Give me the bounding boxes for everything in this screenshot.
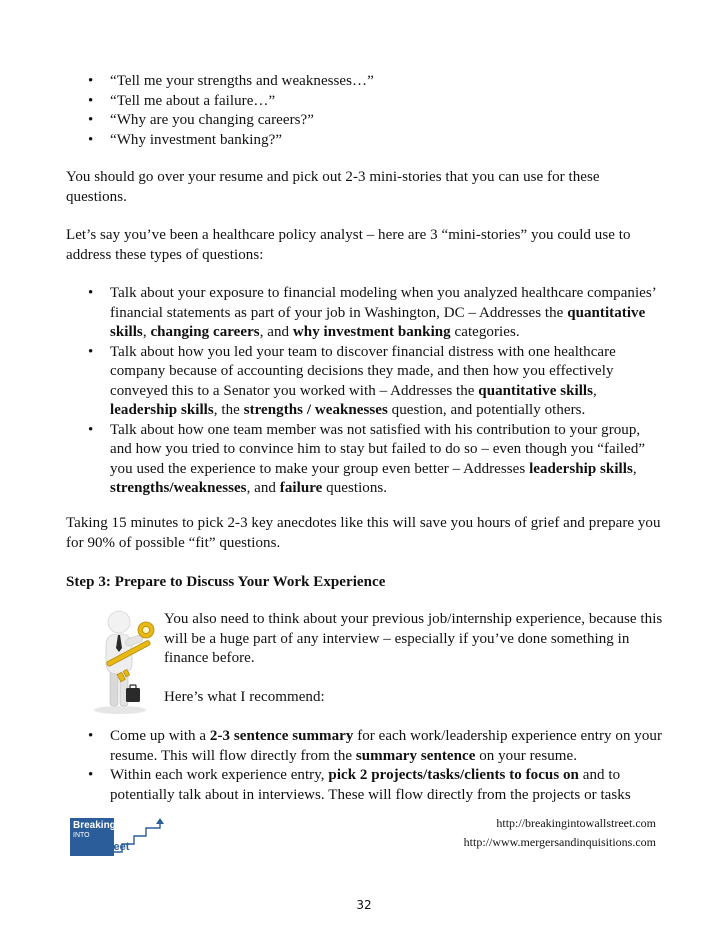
question-list xyxy=(82,72,642,150)
story-text: Talk about how you led your team to discover financial distress with one healthcare company because of accounting decisions they made, and then how you effectively conveyed this to a Senator you worked with – Addresses the xyxy=(110,343,616,399)
story-bold: leadership skills xyxy=(110,402,214,418)
story-bold: changing careers xyxy=(150,324,260,340)
businessman-key-icon xyxy=(82,604,162,716)
breaking-into-wall-street-logo xyxy=(70,818,180,856)
mini-stories-list xyxy=(82,284,664,499)
logo-text-breaking: Breaking xyxy=(73,820,116,831)
list-item xyxy=(82,766,664,805)
footer-link-mi[interactable]: http://www.mergersandinquisitions.com xyxy=(463,835,656,849)
step-heading xyxy=(66,573,666,593)
story-bold: why investment banking xyxy=(292,324,451,340)
story-text: , xyxy=(142,324,151,340)
rec-text: Within each work experience entry, xyxy=(110,767,329,783)
story-text: Talk about how one team member was not satisfied with his contribution to your group, and how you tried to convince him to stay but failed to do so – even though you “failed” you used the experience to make your group even better – Addresses xyxy=(110,421,646,477)
list-item xyxy=(82,343,664,421)
list-item: • “Why investment banking?” xyxy=(82,131,642,151)
rec-text: and to potentially talk about in interviews. These will flow directly from the projects or tasks xyxy=(110,767,631,803)
story-text: question, and potentially others. xyxy=(387,402,586,418)
story-bold: leadership skills xyxy=(529,460,633,477)
story-bold: failure xyxy=(279,480,323,496)
paragraph-recommend: Here’s what I recommend: xyxy=(164,689,325,705)
story-text: questions. xyxy=(322,480,388,496)
step-heading-text: Step 3: Prepare to Discuss Your Work Experience xyxy=(66,574,386,590)
paragraph-work-experience: You also need to think about your previous job/internship experience, because this will be a huge part of any interview – especially if you’ve done something in finance before. xyxy=(164,611,663,666)
rec-text: Come up with a xyxy=(110,728,210,744)
rec-bold: 2-3 sentence summary xyxy=(209,728,354,744)
story-bold: strengths/weaknesses xyxy=(110,480,247,496)
paragraph-anecdotes: Taking 15 minutes to pick 2-3 key anecdotes like this will save you hours of grief and prepare you for 90% of possible “fit” questions. xyxy=(66,515,661,551)
story-text: , and xyxy=(246,480,280,496)
rec-text: for each work/leadership experience entry on your resume. This will flow directly from the xyxy=(110,728,663,764)
recommendations-list xyxy=(82,727,664,805)
story-text: , and xyxy=(259,324,293,340)
story-text: , xyxy=(632,460,637,477)
rec-text: on your resume. xyxy=(475,747,578,764)
story-text: Talk about your exposure to financial modeling when you analyzed healthcare companies’ financial statements as part of your job in Washington, DC – Addresses the xyxy=(110,285,656,321)
rec-bold: pick 2 projects/tasks/clients to focus on xyxy=(328,767,579,783)
businessman-key-illustration xyxy=(82,604,162,716)
footer-links xyxy=(464,814,656,852)
footer-link-biws[interactable]: http://breakingintowallstreet.com xyxy=(496,816,656,830)
page-number: 32 xyxy=(356,898,372,912)
story-text: , xyxy=(593,382,597,399)
story-text: categories. xyxy=(450,324,520,340)
story-bold: quantitative skills xyxy=(478,382,594,399)
logo-text-wall-street: Wall Street xyxy=(73,841,130,853)
list-item xyxy=(82,421,664,499)
list-item xyxy=(82,727,664,766)
rec-bold: summary sentence xyxy=(355,747,476,764)
paragraph-healthcare-analyst: Let’s say you’ve been a healthcare policy analyst – here are 3 “mini-stories” you could use to address these types of questions: xyxy=(66,227,631,263)
story-text: , the xyxy=(213,402,244,418)
story-bold: strengths / weaknesses xyxy=(243,402,388,418)
list-item: • “Tell me about a failure…” xyxy=(82,92,642,112)
list-item: • “Tell me your strengths and weaknesses…” xyxy=(82,72,642,92)
list-item: • “Why are you changing careers?” xyxy=(82,111,642,131)
story-bold: quantitative skills xyxy=(110,304,646,340)
list-item xyxy=(82,284,664,343)
paragraph-resume-stories: You should go over your resume and pick out 2-3 mini-stories that you can use for these questions. xyxy=(66,169,600,205)
logo-text-into: INTO xyxy=(73,832,90,839)
